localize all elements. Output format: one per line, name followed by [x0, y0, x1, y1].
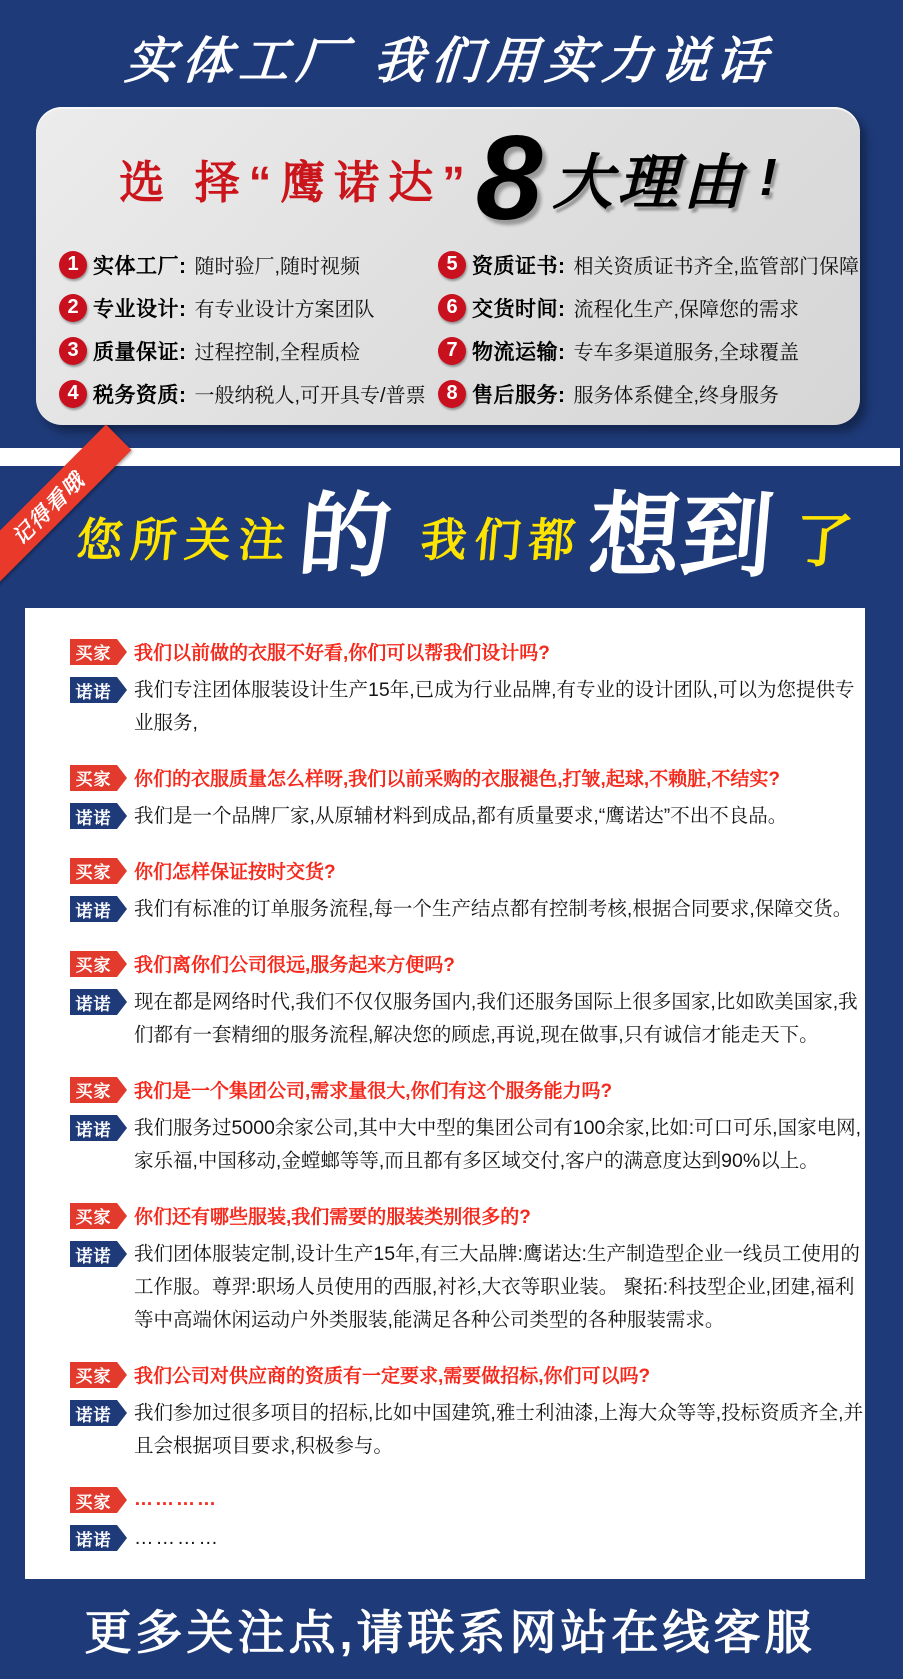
answer-row	[70, 800, 865, 833]
reason-label: 交货时间:	[472, 297, 566, 321]
reasons-title-exclamation: !	[759, 149, 777, 207]
answer-text: 我们团体服装定制,设计生产15年,有三大品牌:鹰诺达:生产制造型企业一线员工使用的工作服。尊羿:职场人员使用的西服,衬衫,大衣等职业装。 聚拓:科技型企业,团建,福利等中高端休闲运动户外类服装,能满足各种公司类型的各种服装需求。	[134, 1243, 860, 1331]
answer-row	[70, 893, 865, 926]
reason-item	[438, 293, 860, 323]
reason-item	[59, 336, 438, 366]
reason-number-badge: 2	[59, 294, 87, 322]
reason-number-badge: 3	[59, 337, 87, 365]
reason-item	[59, 379, 438, 409]
answer-row	[70, 674, 865, 740]
seller-tag: 诺诺	[70, 896, 117, 922]
question-row	[70, 764, 865, 791]
question-row	[70, 857, 865, 884]
buyer-tag: 买家	[70, 858, 117, 884]
reason-text: 专车多渠道服务,全球覆盖	[573, 342, 800, 364]
question-text: 你们怎样保证按时交货?	[134, 862, 336, 883]
buyer-tag: 买家	[70, 1362, 117, 1388]
reason-label: 质量保证:	[93, 340, 187, 364]
reason-number-badge: 6	[438, 294, 466, 322]
reason-text: 相关资质证书齐全,监管部门保障	[573, 256, 860, 278]
reason-label: 物流运输:	[472, 340, 566, 364]
reason-label: 实体工厂:	[93, 254, 187, 278]
focus-banner	[0, 466, 900, 608]
answer-text: 我们有标准的订单服务流程,每一个生产结点都有控制考核,根据合同要求,保障交货。	[134, 898, 853, 920]
focus-heading	[43, 485, 857, 588]
reason-number-badge: 4	[59, 380, 87, 408]
answer-row	[70, 986, 865, 1052]
question-row	[70, 1361, 865, 1388]
reason-item	[59, 293, 438, 323]
reason-label: 售后服务:	[472, 383, 566, 407]
reasons-big-number: 8	[475, 111, 543, 245]
buyer-tag: 买家	[70, 951, 117, 977]
qa-block	[70, 857, 865, 926]
answer-row	[70, 1522, 865, 1555]
reason-text: 过程控制,全程质检	[194, 342, 361, 364]
question-text: …………	[134, 1489, 218, 1510]
reason-number-badge: 5	[438, 251, 466, 279]
reason-item	[438, 250, 860, 280]
footer-banner	[0, 1579, 900, 1679]
answer-text: 我们服务过5000余家公司,其中大中型的集团公司有100余家,比如:可口可乐,国家电网,家乐福,中国移动,金螳螂等等,而且都有多区域交付,客户的满意度达到90%以上。	[134, 1117, 862, 1172]
answer-text: …………	[134, 1527, 220, 1549]
reason-number-badge: 7	[438, 337, 466, 365]
answer-text: 现在都是网络时代,我们不仅仅服务国内,我们还服务国际上很多国家,比如欧美国家,我们都有一套精细的服务流程,解决您的顾虑,再说,现在做事,只有诚信才能走天下。	[134, 991, 858, 1046]
reason-label: 专业设计:	[93, 297, 187, 321]
answer-text: 我们专注团体服装设计生产15年,已成为行业品牌,有专业的设计团队,可以为您提供专业服务,	[134, 679, 855, 734]
reason-text: 流程化生产,保障您的需求	[573, 299, 800, 321]
reasons-list	[36, 243, 860, 415]
qa-block	[70, 950, 865, 1052]
focus-heading-seg3: 我们都	[418, 514, 585, 566]
divider-strip	[0, 448, 900, 466]
top-banner-section	[0, 0, 900, 448]
qa-content	[25, 608, 865, 1579]
question-row	[70, 1076, 865, 1103]
reasons-title-brand: “鹰诺达”	[248, 156, 474, 208]
seller-tag: 诺诺	[70, 1115, 117, 1141]
buyer-tag: 买家	[70, 639, 117, 665]
reasons-title	[36, 107, 860, 245]
focus-heading-seg5: 了	[791, 509, 856, 574]
focus-heading-seg1: 您所关注	[74, 514, 295, 566]
qa-block	[70, 1076, 865, 1178]
seller-tag: 诺诺	[70, 1400, 117, 1426]
answer-text: 我们参加过很多项目的招标,比如中国建筑,雅士利油漆,上海大众等等,投标资质齐全,并且会根据项目要求,积极参与。	[134, 1402, 864, 1457]
focus-heading-seg2: 的	[294, 485, 396, 588]
reasons-box	[36, 107, 860, 425]
seller-tag: 诺诺	[70, 803, 117, 829]
reason-item	[438, 336, 860, 366]
qa-block	[70, 638, 865, 740]
question-text: 我们以前做的衣服不好看,你们可以帮我们设计吗?	[134, 643, 550, 664]
reason-number-badge: 8	[438, 380, 466, 408]
ribbon-badge: 记得看哦	[0, 425, 131, 592]
seller-tag: 诺诺	[70, 989, 117, 1015]
qa-block	[70, 1202, 865, 1337]
qa-block	[70, 764, 865, 833]
question-text: 我们离你们公司很远,服务起来方便吗?	[134, 955, 455, 976]
buyer-tag: 买家	[70, 1077, 117, 1103]
buyer-tag: 买家	[70, 1203, 117, 1229]
qa-block	[70, 1361, 865, 1463]
answer-row	[70, 1397, 865, 1463]
reason-text: 服务体系健全,终身服务	[573, 385, 780, 407]
reason-item	[59, 250, 438, 280]
seller-tag: 诺诺	[70, 1241, 117, 1267]
question-row	[70, 1202, 865, 1229]
buyer-tag: 买家	[70, 765, 117, 791]
question-text: 我们公司对供应商的资质有一定要求,需要做招标,你们可以吗?	[134, 1366, 651, 1387]
question-text: 你们的衣服质量怎么样呀,我们以前采购的衣服褪色,打皱,起球,不赖脏,不结实?	[134, 769, 781, 790]
question-row	[70, 1487, 865, 1513]
reason-item	[438, 379, 860, 409]
question-text: 我们是一个集团公司,需求量很大,你们有这个服务能力吗?	[134, 1081, 613, 1102]
seller-tag: 诺诺	[70, 1525, 117, 1551]
focus-heading-seg4: 想到	[584, 485, 778, 588]
seller-tag: 诺诺	[70, 677, 117, 703]
qa-block	[70, 1487, 865, 1555]
buyer-tag: 买家	[70, 1487, 117, 1513]
question-text: 你们还有哪些服装,我们需要的服装类别很多的?	[134, 1207, 531, 1228]
footer-text: 更多关注点,请联系网站在线客服	[84, 1605, 816, 1659]
answer-text: 我们是一个品牌厂家,从原辅材料到成品,都有质量要求,“鹰诺达”不出不良品。	[134, 805, 788, 827]
reason-label: 税务资质:	[93, 383, 187, 407]
question-row	[70, 950, 865, 977]
reason-label: 资质证书:	[472, 254, 566, 278]
answer-row	[70, 1112, 865, 1178]
reasons-title-suffix: 大理由	[552, 149, 748, 216]
reason-text: 一般纳税人,可开具专/普票	[194, 385, 426, 407]
top-banner-title: 实体工厂 我们用实力说话	[123, 33, 775, 89]
reason-text: 随时验厂,随时视频	[194, 256, 361, 278]
answer-row	[70, 1238, 865, 1337]
reasons-title-prefix: 选 择	[119, 156, 249, 208]
reason-number-badge: 1	[59, 251, 87, 279]
reason-text: 有专业设计方案团队	[194, 299, 375, 321]
question-row	[70, 638, 865, 665]
